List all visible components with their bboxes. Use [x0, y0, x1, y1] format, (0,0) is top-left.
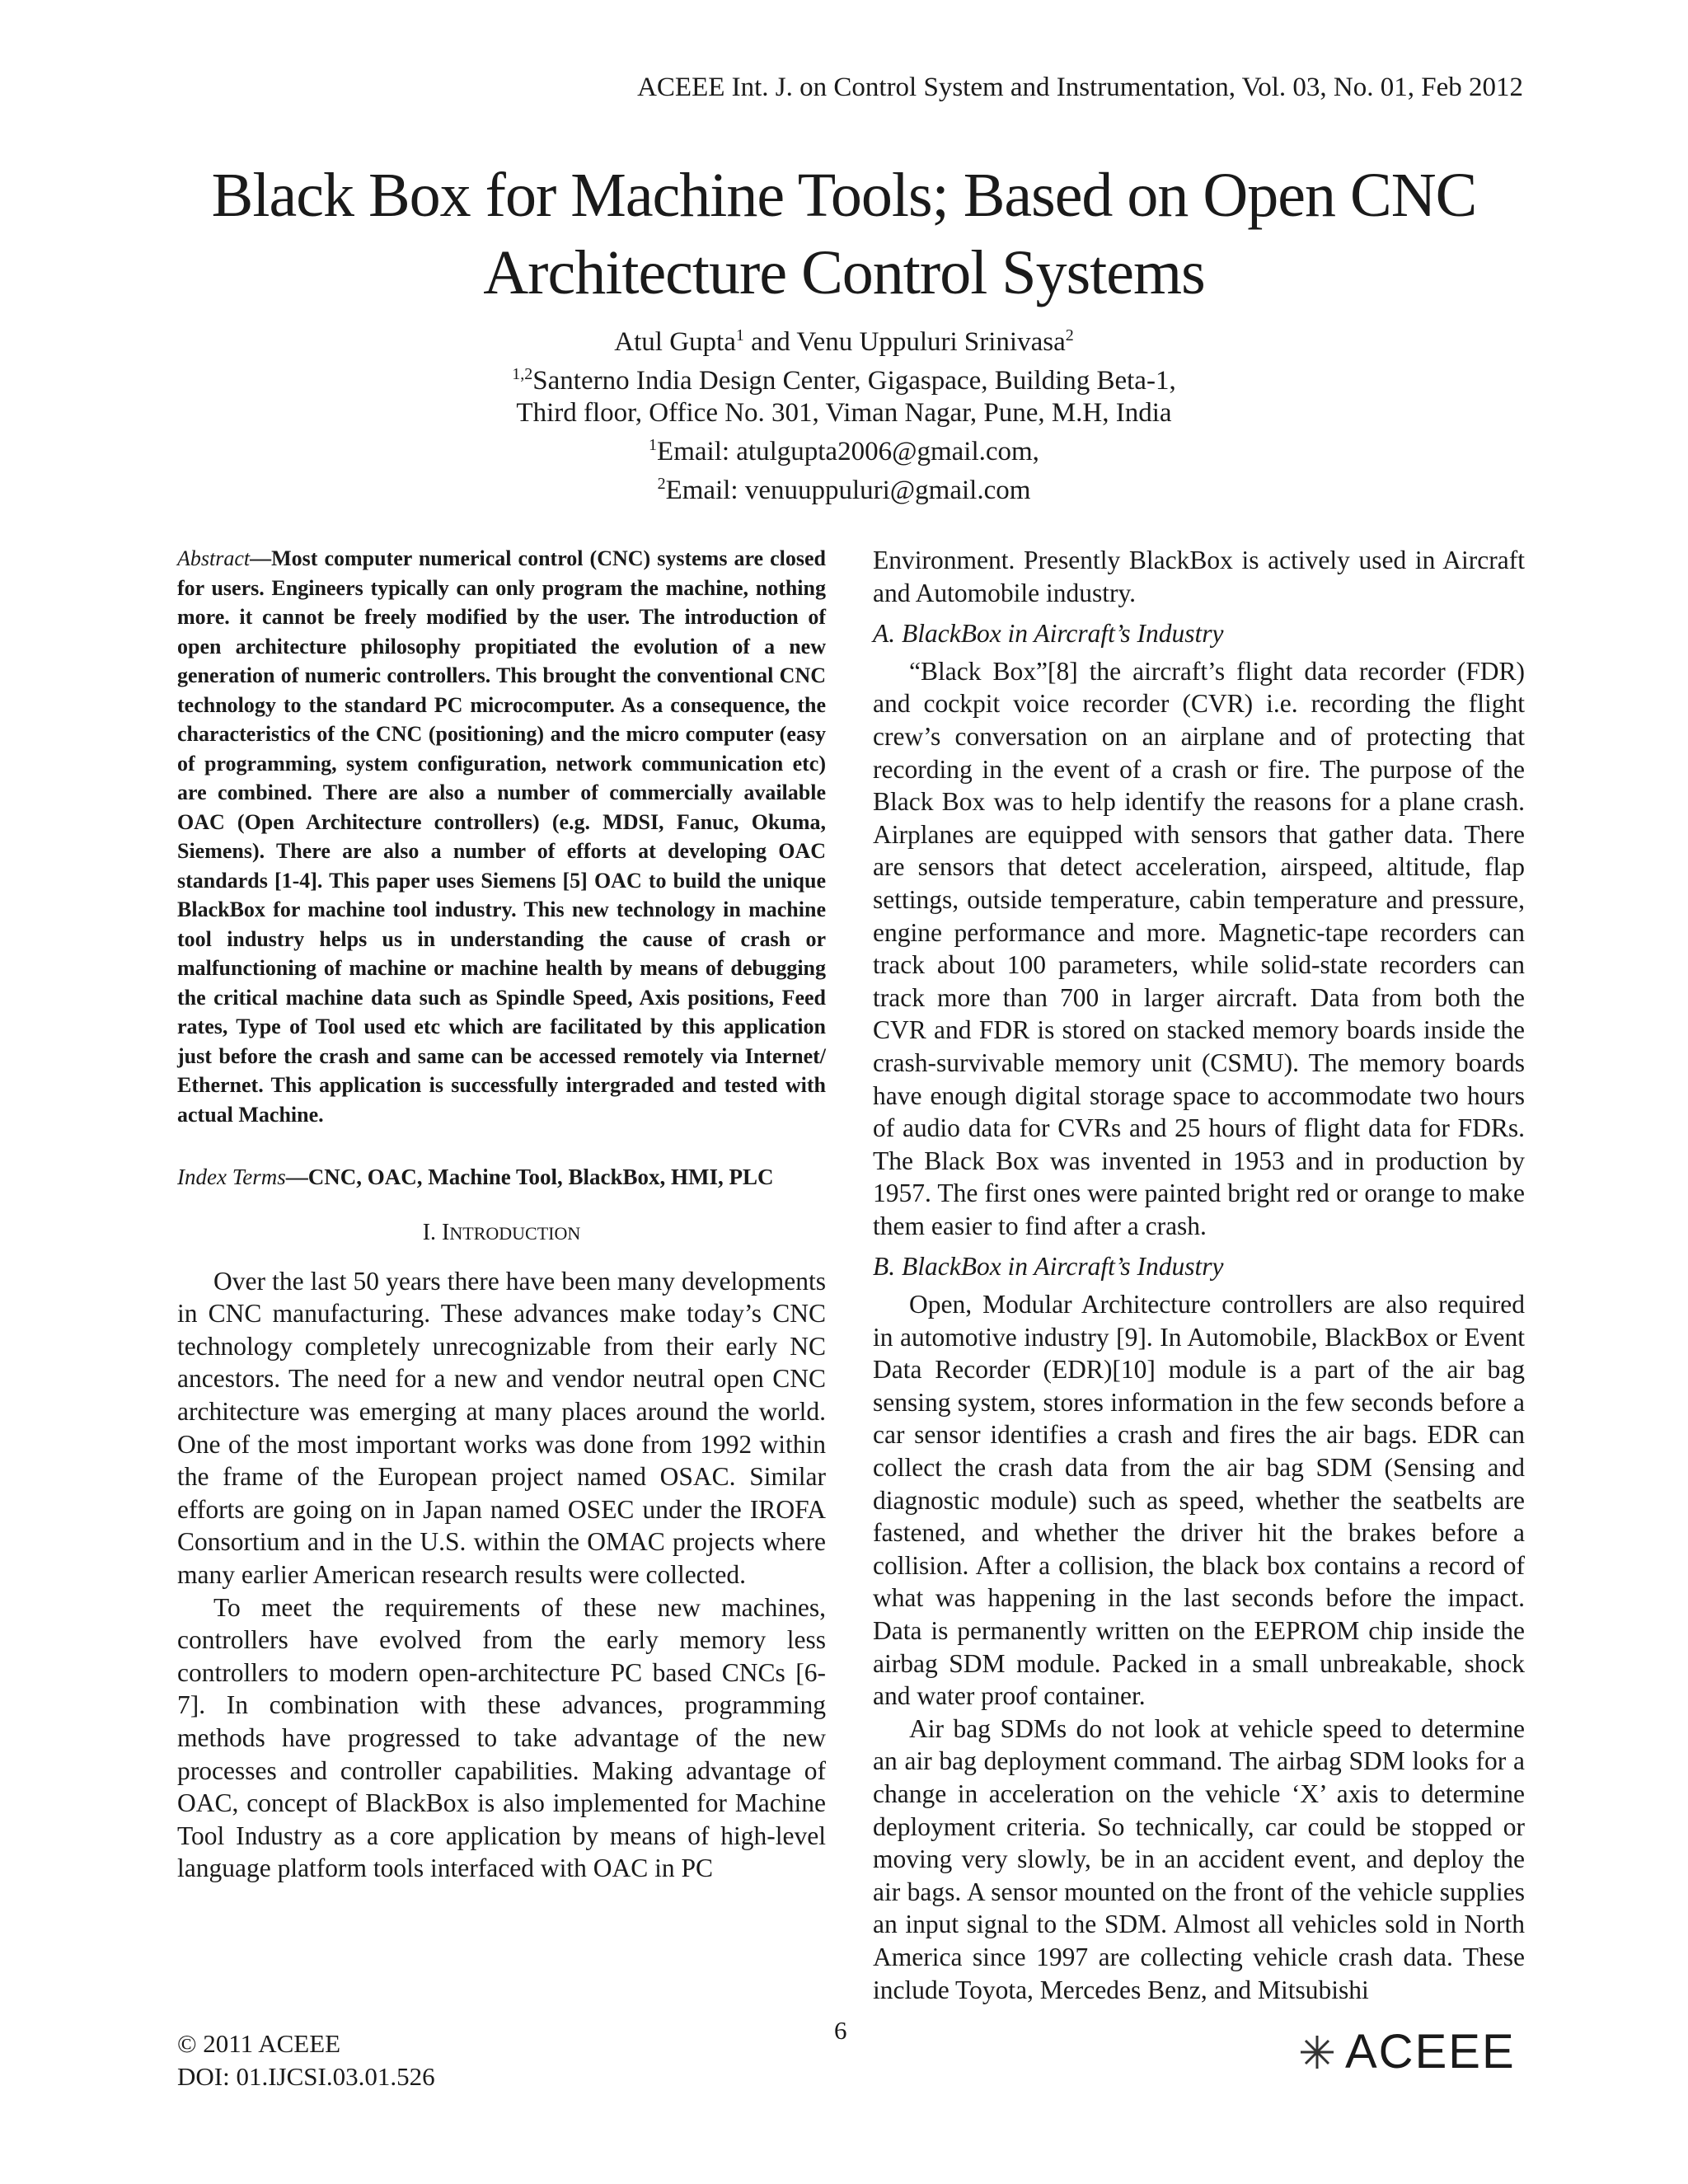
automobile-paragraph-1: Open, Modular Architecture controllers are also required in automotive industry [9]. In Automobile, BlackBox or Event Data Recorder (EDR)[10] module is a part of the air bag sensing system, stores information in the few seconds before a car sensor identifies a crash and fires the air bags. EDR can collect the crash data from the air bag SDM (Sensing and diagnostic module) such as speed, whether the seatbelts are fastened, and whether the driver hit the brakes before a collision. After a collision, the black box contains a record of what was happening in the last seconds before the impact. Data is permanently written on the EEPROM chip inside the airbag SDM module. Packed in a small unbreakable, shock and water proof container. [873, 1290, 1525, 1711]
section-heading-introduction [177, 1216, 826, 1250]
author-1: Atul Gupta [614, 327, 736, 357]
abstract-label: Abstract [177, 546, 251, 570]
index-terms-label: Index Terms [177, 1165, 286, 1189]
title-line-1: Black Box for Machine Tools; Based on Open CNC [211, 161, 1477, 230]
abstract-text: —Most computer numerical control (CNC) systems are closed for users. Engineers typically can only program the machine, nothing more. it cannot be freely modified by the user. The introduction of open architecture philosophy propitiated the evolution of a new generation of numeric controllers. This brought the conventional CNC technology to the standard PC microcomputer. As a consequence, the characteristics of the CNC (positioning) and the micro computer (easy of programming, system configuration, network communication etc) are combined. There are also a number of commercially available OAC (Open Architecture controllers) (e.g. MDSI, Fanuc, Okuma, Siemens). There are also a number of efforts at developing OAC standards [1-4]. This paper uses Siemens [5] OAC to build the unique BlackBox for machine tool industry. This new technology in machine tool industry helps us in understanding the cause of crash or malfunctioning of machine or machine health by means of debugging the critical machine data such as Spindle Speed, Axis positions, Feed rates, Type of Tool used etc which are facilitated by this application just before the crash and same can be accessed remotely via Internet/ Ethernet. This application is successfully intergraded and tested with actual Machine. [177, 546, 826, 1127]
email-1-text: Email: atulgupta2006@gmail.com, [657, 437, 1039, 466]
subsection-heading-a: A. BlackBox in Aircraft’s Industry [873, 619, 1224, 649]
author-2: Venu Uppuluri Srinivasa [796, 327, 1066, 357]
affiliation-1-text: Santerno India Design Center, Gigaspace, Building Beta-1, [532, 366, 1176, 396]
aircraft-paragraph: “Black Box”[8] the aircraft’s flight data recorder (FDR) and cockpit voice recorder (CVR) i.e. recording the flight crew’s conversation on an airplane and of protecting that recording in the event of a crash or fire. The purpose of the Black Box was to help identify the reasons for a plane crash. Airplanes are equipped with sensors that gather data. There are sensors that detect acceleration, airspeed, altitude, flap settings, outside temperature, cabin temperature and pressure, engine performance and more. Magnetic-tape recorders can track about 100 parameters, while solid-state recorders can track more than 700 in larger aircraft. Data from both the CVR and FDR is stored on stacked memory boards inside the crash-survivable memory unit (CSMU). The memory boards have enough digital storage space to accommodate two hours of audio data for CVRs and 25 hours of flight data for FDRs. The Black Box was invented in 1953 and in production by 1957. The first ones were painted bright red or orange to make them easier to find after a crash. [873, 656, 1525, 1240]
right-column [873, 544, 1525, 2006]
title-line-2: Architecture Control Systems [483, 238, 1205, 307]
author-1-sup: 1 [735, 326, 744, 344]
doi: DOI: 01.IJCSI.03.01.526 [177, 2062, 435, 2091]
journal-header: ACEEE Int. J. on Control System and Instrumentation, Vol. 03, No. 01, Feb 2012 [637, 73, 1523, 102]
left-column [177, 544, 826, 1885]
author-and: and [743, 327, 797, 357]
logo-text: ACEEE [1345, 2025, 1516, 2079]
intro-paragraph-1: Over the last 50 years there have been many developments in CNC manufacturing. These advances make today’s CNC technology completely unrecognizable from their early NC ancestors. The need for a new and vendor neutral open CNC architecture was emerging at many places around the world. One of the most important works was done from 1992 within the frame of the European project named OSAC. Similar efforts are going on in Japan named OSEC under the IROFA Consortium and in the U.S. within the OMAC projects where many earlier American research results were collected. [177, 1266, 826, 1589]
affiliation-1 [0, 359, 1688, 397]
copyright: © 2011 ACEEE [177, 2029, 341, 2058]
email-1 [0, 429, 1688, 468]
subsection-heading-b: B. BlackBox in Aircraft’s Industry [873, 1252, 1224, 1282]
affiliation-2: Third floor, Office No. 301, Viman Nagar, Pune, M.H, India [516, 398, 1172, 428]
automobile-paragraph-2: Air bag SDMs do not look at vehicle speed to determine an air bag deployment command. The airbag SDM looks for a change in acceleration on the vehicle ‘X’ axis to determine deployment criteria. So technically, car could be stopped or moving very slowly, be in an accident event, and deploy the air bags. A sensor mounted on the front of the vehicle supplies an input signal to the SDM. Almost all vehicles sold in North America since 1997 are collecting vehicle crash data. These include Toyota, Mercedes Benz, and Mitsubishi [873, 1713, 1525, 2004]
section-title: NTRODUCTION [449, 1223, 581, 1244]
right-intro-paragraph: Environment. Presently BlackBox is actively used in Aircraft and Automobile industry. [873, 546, 1525, 607]
email-1-sup: 1 [649, 436, 658, 454]
email-2-sup: 2 [657, 475, 666, 493]
index-terms [177, 1162, 826, 1192]
footer-left [177, 2027, 435, 2093]
author-names [0, 320, 1688, 359]
page-number: 6 [834, 2016, 847, 2045]
index-terms-text: —CNC, OAC, Machine Tool, BlackBox, HMI, PLC [285, 1165, 774, 1189]
email-2-text: Email: venuuppuluri@gmail.com [665, 476, 1031, 505]
author-2-sup: 2 [1065, 326, 1074, 344]
affiliation-sup: 1,2 [512, 365, 533, 383]
intro-paragraph-2: To meet the requirements of these new machines, controllers have evolved from the early memory less controllers to modern open-architecture PC based CNCs [6-7]. In combination with these advances, programming methods have progressed to take advantage of the new processes and controller capabilities. Making advantage of OAC, concept of BlackBox is also implemented for Machine Tool Industry as a core application by means of high-level language platform tools interfaced with OAC in PC [177, 1592, 826, 1883]
abstract [177, 544, 826, 1129]
paper-title [0, 157, 1688, 312]
email-2 [0, 468, 1688, 507]
author-block [0, 320, 1688, 507]
section-number: I. I [422, 1220, 450, 1245]
